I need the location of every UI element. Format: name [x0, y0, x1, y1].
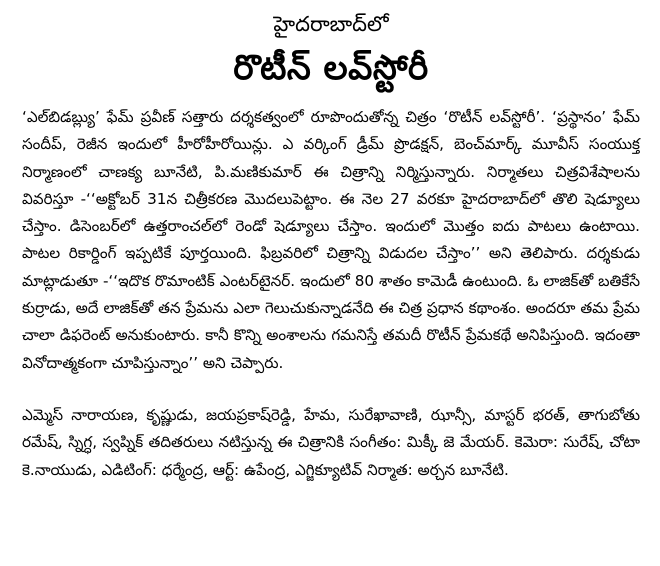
article-kicker: హైదరాబాద్‌లో: [273, 12, 389, 36]
article-paragraph-1: ‘ఎల్‌బిడబ్ల్యు’ ఫేమ్ ప్రవీణ్ సత్తారు దర్శకత్వంలో రూపొందుతోన్న చిత్రం ‘రొటీన్ లవ్‌స్టోరీ’. ‘ప్రస్థానం’ ఫేమ్ సందీప్, రెజీన ఇందులో హీరోహీరోయిన్లు. ఎ వర్కింగ్ డ్రీమ్ ప్రొడక్షన్, బెంచ్‌మార్క్ మూవీస్ సంయుక్త నిర్మాణంలో చాణక్య బూనేటి, పి.మణికుమార్ ఈ చిత్రాన్ని నిర్మిస్తున్నారు. నిర్మాతలు చిత్రవిశేషాలను వివరిస్తూ -‘‘అక్టోబర్ 31న చిత్రీకరణ మొదలుపెట్టాం. ఈ నెల 27 వరకూ హైదరాబాద్‌లో తొలి షెడ్యూలు చేస్తాం. డిసెంబర్‌లో ఉత్తరాంచల్‌లో రెండో షెడ్యూలు చేస్తాం. ఇందులో మొత్తం ఐదు పాటలు ఉంటాయి. పాటల రికార్డింగ్ ఇప్పటికే పూర్తయింది. ఫిబ్రవరిలో చిత్రాన్ని విడుదల చేస్తాం’’ అని తెలిపారు. దర్శకుడు మాట్లాడుతూ -‘‘ఇదొక రొమాంటిక్ ఎంటర్‌టైనర్. ఇందులో 80 శాతం కామెడీ ఉంటుంది. ఓ లాజిక్‌తో బతికేసే కుర్రాడు, అదే లాజిక్‌తో తన ప్రేమను ఎలా గెలుచుకున్నాడనేది ఈ చిత్ర ప్రధాన కథాంశం. అందరూ తమ ప్రేమ చాలా డిఫరెంట్ అనుకుంటారు. కానీ కొన్ని అంశాలను గమనిస్తే తమదీ రొటీన్ ప్రేమకథే అనిపిస్తుంది. ఇదంతా వినోదాత్మకంగా చూపిస్తున్నాం’’ అని చెప్పారు.: [22, 108, 640, 372]
article-headline: రొటీన్ లవ్‌స్టోరీ: [233, 48, 429, 88]
article-paragraph-2: ఎమ్మెస్ నారాయణ, కృష్ణుడు, జయప్రకాష్‌రెడ్డి, హేమ, సురేఖావాణి, ఝాన్సీ, మాస్టర్ భరత్, తాగుబోతు రమేష్, స్నిగ్ధ, స్వప్నిక్ తదితరులు నటిస్తున్న ఈ చిత్రానికి సంగీతం: మిక్కీ జె మేయర్. కెమెరా: సురేష్, చోటా కె.నాయుడు, ఎడిటింగ్: ధర్మేంద్ర, ఆర్ట్: ఉపేంద్ర, ఎగ్జిక్యూటివ్ నిర్మాత: అర్చన బూనేటి.: [22, 405, 640, 479]
